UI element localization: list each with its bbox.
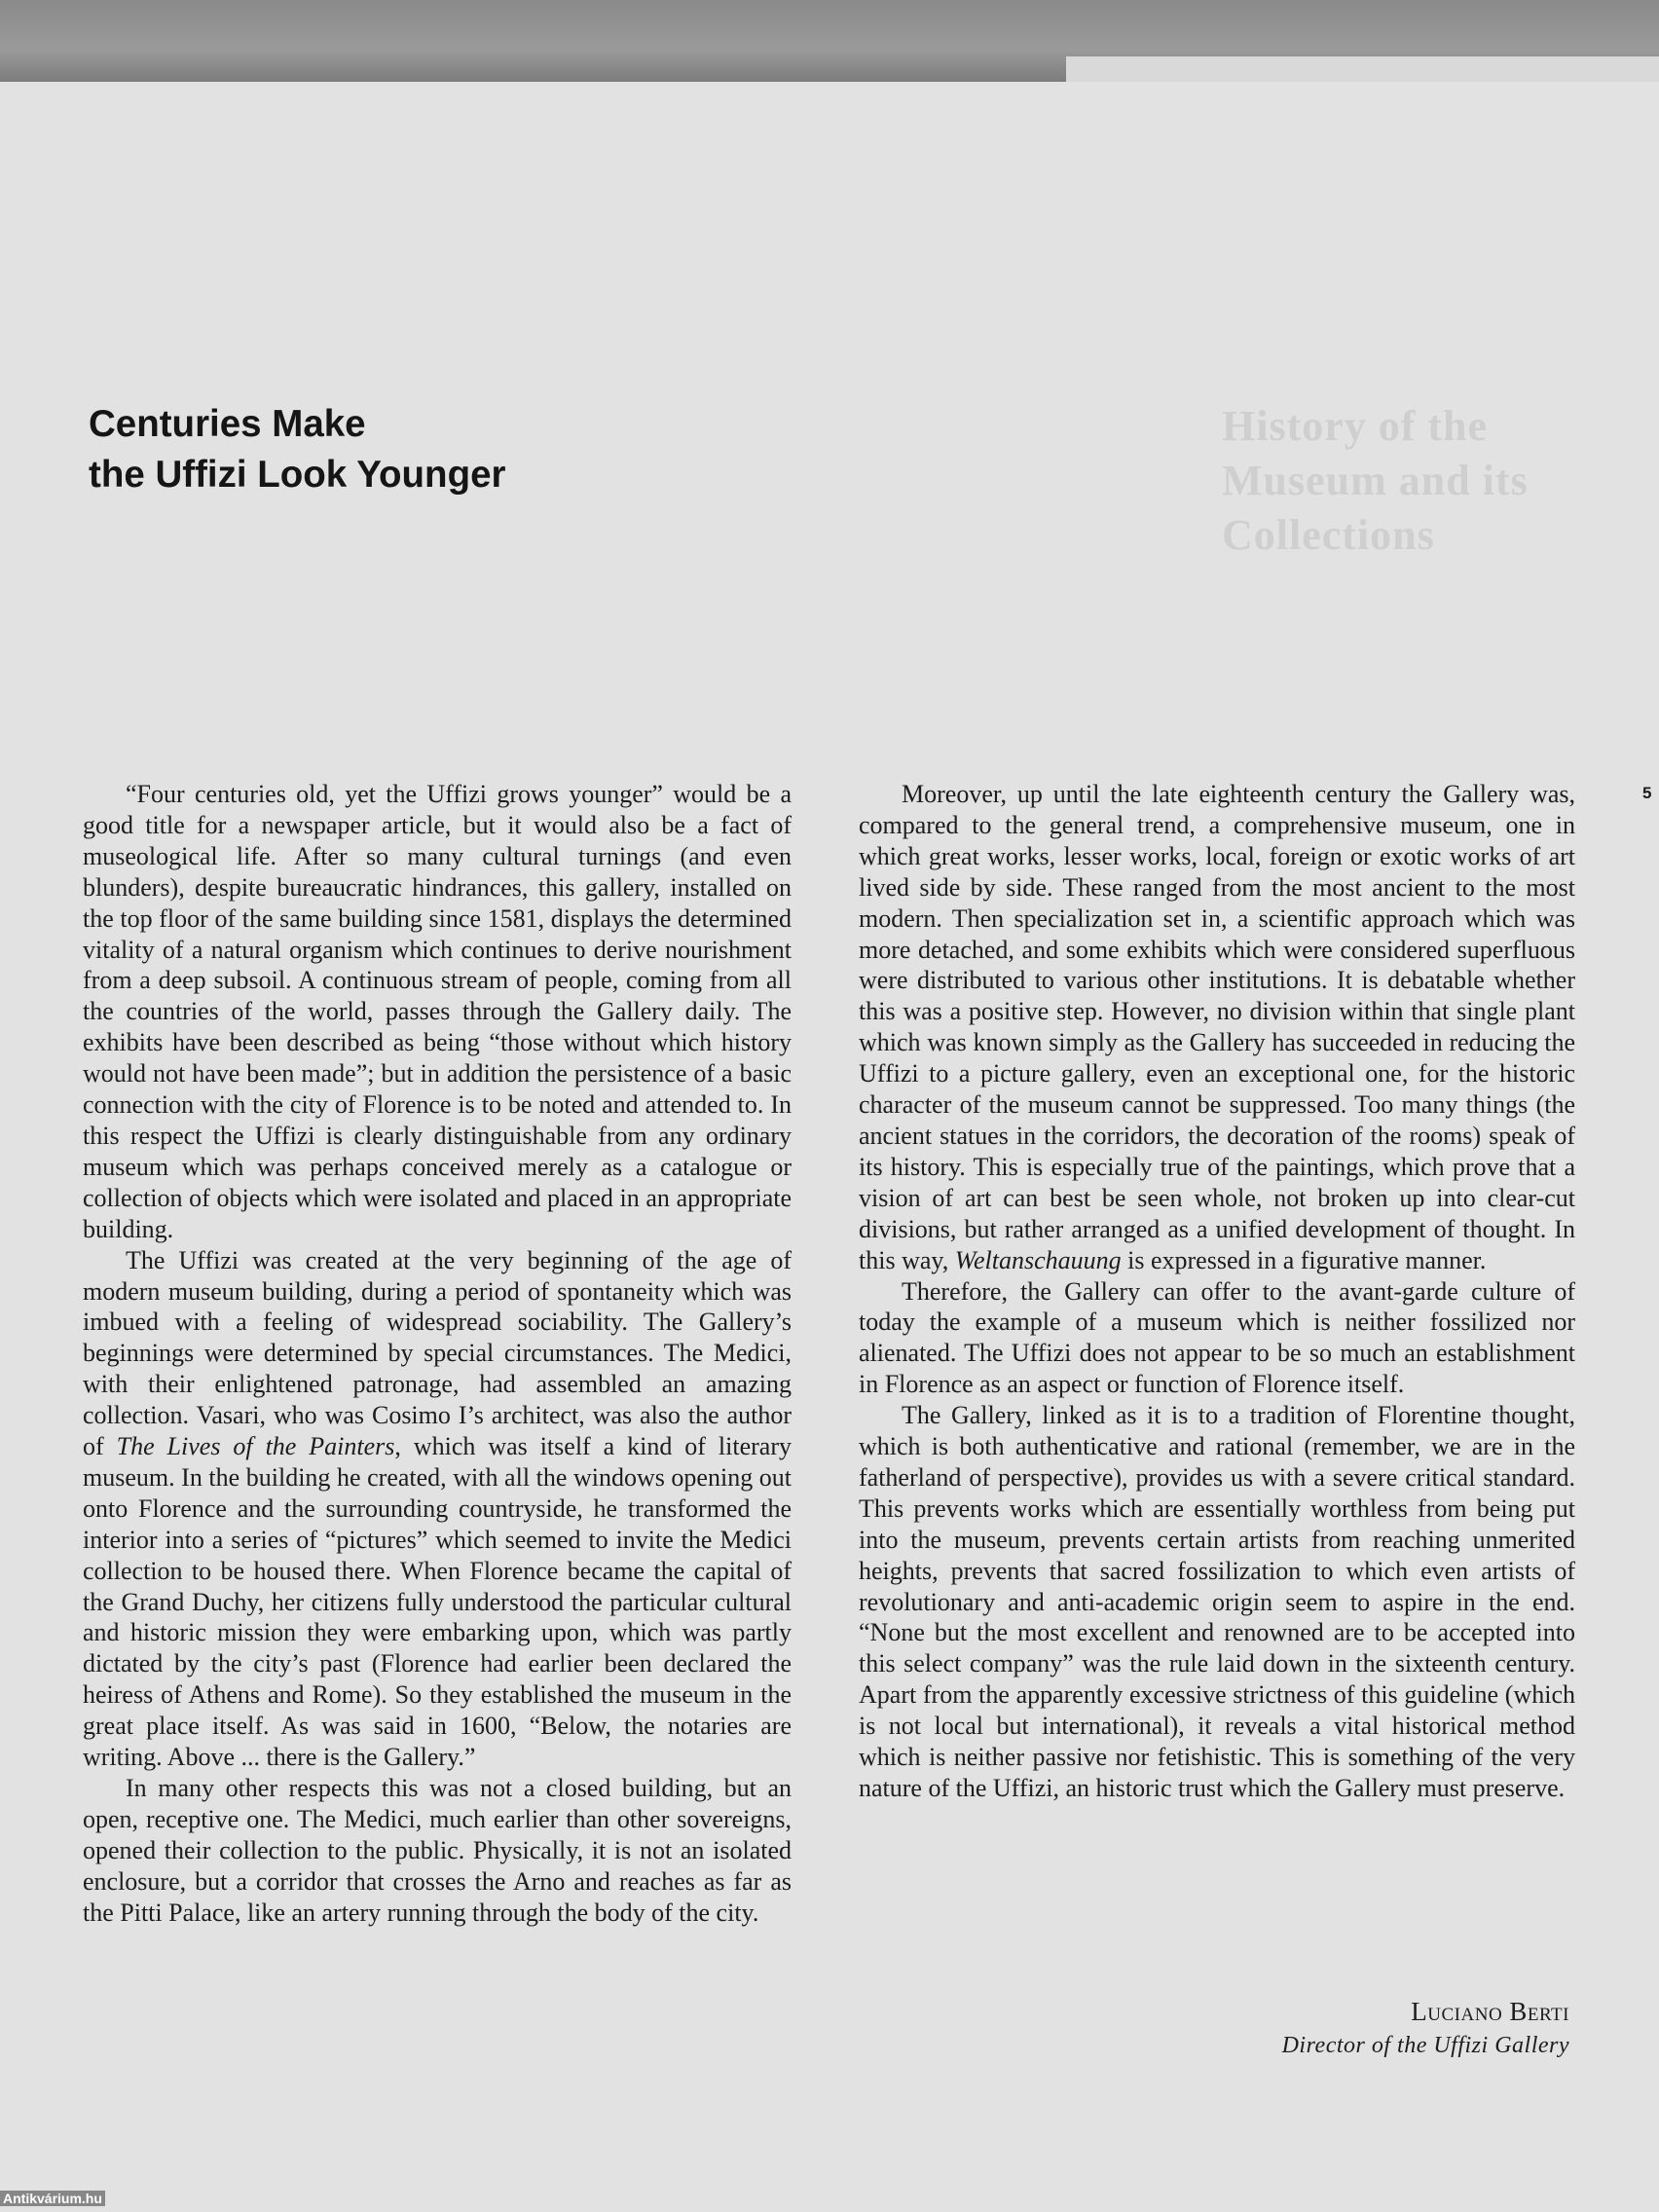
paragraph: The Gallery, linked as it is to a tradition of Florentine thought, which is both authenticative and rational (remember, we are in the fatherland of perspective), provides us with a severe critical standard. This prevents works which are essentially worthless from being put into the museum, prevents certain artists from reaching unmerited heights, prevents that sacred fossilization to which even artists of revolutionary and anti-academic origin seem to aspire in the end. “None but the most excellent and renowned are to be accepted into this select company” was the rule laid down in the sixteenth century. Apart from the apparently excessive strictness of this guideline (which is not local but international), it reveals a vital historical method which is neither passive nor fetishistic. This is something of the very nature of the Uffizi, an historic trust which the Gallery must preserve. (859, 1401, 1575, 1802)
paragraph-text: The Uffizi was created at the very beginning of the age of modern museum building, during a period of spontaneity which was imbued with a feeling of widespread sociability. The Gallery’s beginnings were determined by special circumstances. The Medici, with their enlightened patronage, had assembled an amazing collection. Vasari, who was Cosimo I’s architect, was also the author of (83, 1245, 792, 1461)
paragraph-text: , which was itself a kind of literary museum. In the building he created, with all the windows opening out onto Florence and the surrounding countryside, he transformed the interior into a series of “pictures” which seemed to invite the Medici collection to be housed there. When Florence became the capital of the Grand Duchy, her citizens fully understood the particular cultural and historic mission they were embarking upon, which was partly dictated by the city’s past (Florence had earlier been declared the heiress of Athens and Rome). So they established the museum in the great place itself. As was said in 1600, “Below, the notaries are writing. Above ... there is the Gallery.” (83, 1432, 792, 1772)
article-title (89, 399, 770, 500)
show-through-heading: History of the Museum and its Collections (1222, 402, 1529, 559)
book-title-italic: The Lives of the Painters (116, 1432, 395, 1461)
author-signature (1090, 1994, 1569, 2062)
article-title-line-1: Centuries Make (89, 403, 366, 445)
paragraph-text: is expressed in a figurative manner. (1121, 1245, 1487, 1274)
left-text-column (83, 779, 792, 1929)
paragraph (859, 779, 1575, 1276)
watermark: Antikvárium.hu (0, 2191, 105, 2206)
paragraph-text: Moreover, up until the late eighteenth century the Gallery was, compared to the general trend, a comprehensive museum, one in which great works, lesser works, local, foreign or exotic works of art lived side by side. These ranged from the most ancient to the most modern. Then specialization set in, a scientific approach which was more detached, and some exhibits which were considered superfluous were distributed to various other institutions. It is debatable whether this was a positive step. However, no division within that single plant which was known simply as the Gallery has succeeded in reducing the Uffizi to a picture gallery, even an exceptional one, for the historic character of the museum cannot be suppressed. Too many things (the ancient statues in the corridors, the decoration of the rooms) speak of its history. This is especially true of the paintings, which prove that a vision of art can best be seen whole, not broken up into clear-cut divisions, but rather arranged as a unified development of thought. In this way, (859, 780, 1575, 1274)
paragraph: Therefore, the Gallery can offer to the avant-garde culture of today the example of a museum which is neither fossilized nor alienated. The Uffizi does not appear to be so much an establishment in Florence as an aspect or function of Florence itself. (859, 1276, 1575, 1399)
paragraph (83, 1245, 792, 1773)
page-number: 5 (1642, 784, 1652, 802)
paragraph: In many other respects this was not a closed building, but an open, receptive one. The Medici, much earlier than other sovereigns, opened their collection to the public. Physically, it is not an isolated enclosure, but a corridor that crosses the Arno and reaches as far as the Pitti Palace, like an artery running through the body of the city. (83, 1774, 792, 1927)
foreign-term-italic: Weltanschauung (954, 1245, 1122, 1274)
right-text-column (859, 779, 1575, 1804)
author-role: Director of the Uffizi Gallery (1281, 2033, 1569, 2058)
author-name: Luciano Berti (1411, 1997, 1569, 2026)
paragraph: “Four centuries old, yet the Uffizi grows younger” would be a good title for a newspaper article, but it would also be a fact of museological life. After so many cultural turnings (and even blunders), despite bureaucratic hindrances, this gallery, installed on the top floor of the same building since 1581, displays the determined vitality of a natural organism which continues to derive nourishment from a deep subsoil. A continuous stream of people, coming from all the countries of the world, passes through the Gallery daily. The exhibits have been described as being “those without which history would not have been made”; but in addition the persistence of a basic connection with the city of Florence is to be noted and attended to. In this respect the Uffizi is clearly distinguishable from any ordinary museum which was perhaps conceived merely as a catalogue or collection of objects which were isolated and placed in an appropriate building. (83, 780, 792, 1243)
article-title-line-2: the Uffizi Look Younger (89, 454, 506, 496)
